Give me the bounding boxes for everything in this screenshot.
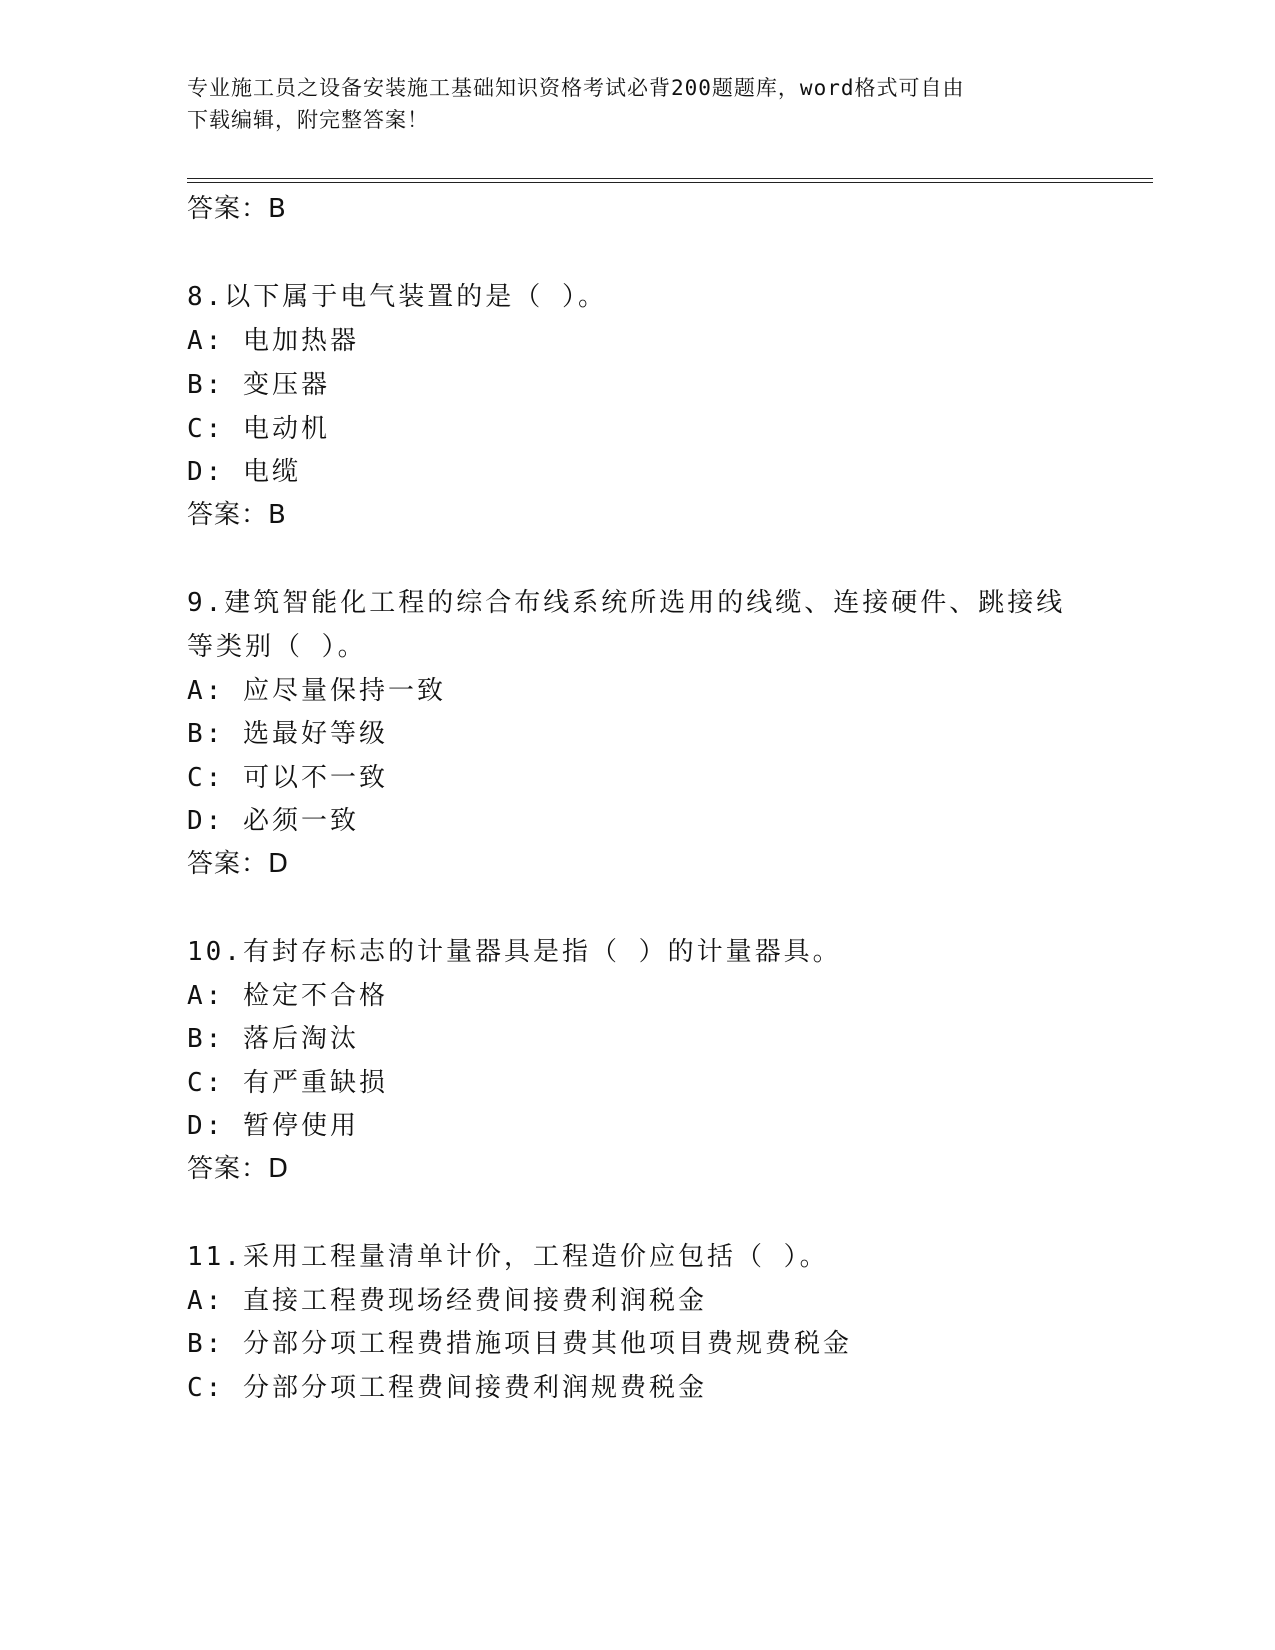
question-8-option-c: C: 电动机	[187, 414, 330, 444]
question-10-option-b: B: 落后淘汰	[187, 1024, 359, 1054]
question-10-option-a: A: 检定不合格	[187, 981, 388, 1011]
question-9-stem-line-2: 等类别（ ）。	[187, 632, 367, 662]
header-line-1: 专业施工员之设备安装施工基础知识资格考试必背200题题库，word格式可自由	[187, 76, 965, 100]
question-11-option-a: A: 直接工程费现场经费间接费利润税金	[187, 1286, 707, 1316]
question-10-option-c: C: 有严重缺损	[187, 1068, 388, 1098]
question-10-stem: 10.有封存标志的计量器具是指（ ）的计量器具。	[187, 937, 842, 967]
question-8-option-d: D: 电缆	[187, 457, 301, 487]
question-9-option-d: D: 必须一致	[187, 806, 359, 836]
question-10-answer: 答案：D	[187, 1154, 290, 1184]
question-8-answer: 答案：B	[187, 500, 287, 530]
question-8-option-b: B: 变压器	[187, 370, 330, 400]
question-10-option-d: D: 暂停使用	[187, 1111, 359, 1141]
header-divider-top	[187, 178, 1153, 179]
previous-answer: 答案：B	[187, 194, 287, 224]
question-11-option-c: C: 分部分项工程费间接费利润规费税金	[187, 1373, 707, 1403]
question-9-option-a: A: 应尽量保持一致	[187, 676, 446, 706]
question-11-stem: 11.采用工程量清单计价，工程造价应包括（ ）。	[187, 1242, 829, 1272]
question-9-option-b: B: 选最好等级	[187, 719, 388, 749]
question-9-stem-line-1: 9.建筑智能化工程的综合布线系统所选用的线缆、连接硬件、跳接线	[187, 588, 1066, 618]
question-8-stem: 8.以下属于电气装置的是（ ）。	[187, 282, 607, 312]
question-8-option-a: A: 电加热器	[187, 326, 359, 356]
question-9-answer: 答案：D	[187, 849, 290, 879]
question-9-option-c: C: 可以不一致	[187, 763, 388, 793]
header-line-2: 下载编辑，附完整答案！	[187, 108, 429, 132]
question-11-option-b: B: 分部分项工程费措施项目费其他项目费规费税金	[187, 1329, 852, 1359]
header-divider-bottom	[187, 182, 1153, 183]
document-header	[187, 72, 1067, 136]
